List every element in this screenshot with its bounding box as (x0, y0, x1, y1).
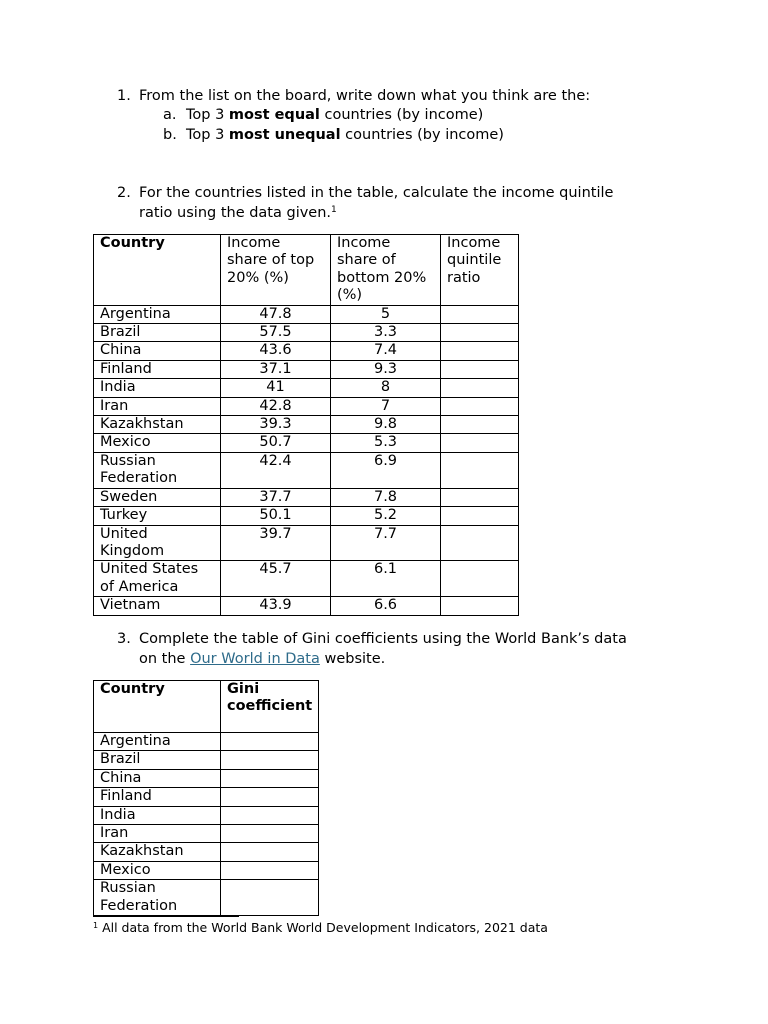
question-number: 2. (117, 185, 131, 201)
country-cell: Iran (94, 397, 221, 415)
country-cell: Mexico (94, 861, 221, 879)
country-cell: Brazil (94, 751, 221, 769)
country-cell: Iran (94, 825, 221, 843)
top-20-cell: 45.7 (221, 561, 331, 597)
question-number: 3. (117, 631, 131, 647)
top-20-cell: 37.1 (221, 360, 331, 378)
header-bottom-20: Income share of bottom 20% (%) (331, 235, 441, 306)
country-cell: Russian Federation (94, 452, 221, 488)
country-cell: Mexico (94, 434, 221, 452)
table-row (94, 733, 319, 751)
ratio-cell[interactable] (441, 324, 519, 342)
question-text: Complete the table of Gini coefficients using the World Bank’s data (139, 631, 627, 647)
emphasis: most unequal (228, 127, 341, 143)
table-row (94, 397, 519, 415)
top-20-cell: 37.7 (221, 488, 331, 506)
bottom-20-cell: 3.3 (331, 324, 441, 342)
question-text: From the list on the board, write down what you think are the: (139, 88, 591, 104)
gini-cell[interactable] (221, 825, 319, 843)
ratio-cell[interactable] (441, 488, 519, 506)
bottom-20-cell: 7 (331, 397, 441, 415)
bottom-20-cell: 9.8 (331, 416, 441, 434)
gini-cell[interactable] (221, 880, 319, 916)
gini-cell[interactable] (221, 733, 319, 751)
table-row (94, 825, 319, 843)
table-row (94, 379, 519, 397)
table-row (94, 843, 319, 861)
bottom-20-cell: 5.2 (331, 507, 441, 525)
country-cell: India (94, 806, 221, 824)
top-20-cell: 50.7 (221, 434, 331, 452)
ratio-cell[interactable] (441, 342, 519, 360)
footnote-mark: 1 (331, 204, 337, 215)
sub-letter: a. (163, 107, 177, 123)
bottom-20-cell: 6.1 (331, 561, 441, 597)
header-ratio: Income quintile ratio (441, 235, 519, 306)
sub-letter: b. (163, 127, 177, 143)
question-number: 1. (117, 88, 131, 104)
top-20-cell: 42.8 (221, 397, 331, 415)
table-row (94, 880, 319, 916)
country-cell: Brazil (94, 324, 221, 342)
table-row (94, 788, 319, 806)
bottom-20-cell: 7.4 (331, 342, 441, 360)
top-20-cell: 42.4 (221, 452, 331, 488)
top-20-cell: 41 (221, 379, 331, 397)
question-1 (117, 87, 590, 107)
country-cell: Russian Federation (94, 880, 221, 916)
question-1b: b. Top 3 most unequal countries (by income) (163, 126, 504, 146)
ratio-cell[interactable] (441, 360, 519, 378)
bottom-20-cell: 7.8 (331, 488, 441, 506)
gini-cell[interactable] (221, 788, 319, 806)
gini-cell[interactable] (221, 769, 319, 787)
table-row (94, 452, 519, 488)
gini-cell[interactable] (221, 843, 319, 861)
top-20-cell: 57.5 (221, 324, 331, 342)
gini-table (93, 680, 319, 916)
table-row (94, 751, 319, 769)
country-cell: Turkey (94, 507, 221, 525)
question-3: 3. Complete the table of Gini coefficients using the World Bank’s data on the Our World in Data website. (117, 631, 627, 667)
bottom-20-cell: 6.9 (331, 452, 441, 488)
country-cell: Argentina (94, 305, 221, 323)
country-cell: Vietnam (94, 597, 221, 615)
ratio-cell[interactable] (441, 507, 519, 525)
table-row (94, 769, 319, 787)
table-row (94, 360, 519, 378)
question-2 (117, 184, 613, 223)
gini-table-body (94, 733, 319, 916)
table-row (94, 305, 519, 323)
top-20-cell: 47.8 (221, 305, 331, 323)
ratio-cell[interactable] (441, 416, 519, 434)
top-20-cell: 43.9 (221, 597, 331, 615)
ratio-cell[interactable] (441, 597, 519, 615)
question-text: For the countries listed in the table, calculate the income quintile (139, 185, 614, 201)
bottom-20-cell: 5.3 (331, 434, 441, 452)
ratio-cell[interactable] (441, 305, 519, 323)
table-row (94, 324, 519, 342)
country-cell: Sweden (94, 488, 221, 506)
ratio-cell[interactable] (441, 397, 519, 415)
gini-cell[interactable] (221, 806, 319, 824)
country-cell: Kazakhstan (94, 843, 221, 861)
table-row (94, 597, 519, 615)
header-country: Country (94, 681, 221, 733)
top-20-cell: 50.1 (221, 507, 331, 525)
ratio-cell[interactable] (441, 525, 519, 561)
bottom-20-cell: 7.7 (331, 525, 441, 561)
our-world-in-data-link[interactable]: Our World in Data (190, 650, 320, 667)
footnote-text: All data from the World Bank World Development Indicators, 2021 data (98, 920, 548, 935)
bottom-20-cell: 5 (331, 305, 441, 323)
top-20-cell: 39.3 (221, 416, 331, 434)
table-row (94, 507, 519, 525)
emphasis: most equal (228, 107, 320, 123)
bottom-20-cell: 9.3 (331, 360, 441, 378)
ratio-cell[interactable] (441, 434, 519, 452)
bottom-20-cell: 6.6 (331, 597, 441, 615)
question-text: ratio using the data given. (139, 204, 332, 221)
footnote-separator (93, 916, 239, 917)
header-gini: Gini coefficient (221, 681, 319, 733)
country-cell: Kazakhstan (94, 416, 221, 434)
top-20-cell: 43.6 (221, 342, 331, 360)
ratio-cell[interactable] (441, 452, 519, 488)
ratio-cell[interactable] (441, 379, 519, 397)
table-row (94, 434, 519, 452)
ratio-cell[interactable] (441, 561, 519, 597)
country-cell: India (94, 379, 221, 397)
table-row (94, 342, 519, 360)
country-cell: Finland (94, 360, 221, 378)
table-row (94, 488, 519, 506)
country-cell: China (94, 342, 221, 360)
question-1a: a. Top 3 most equal countries (by income) (163, 106, 483, 126)
income-share-table (93, 234, 519, 616)
table-row (94, 861, 319, 879)
top-20-cell: 39.7 (221, 525, 331, 561)
table-row (94, 416, 519, 434)
footnote-mark: 1 (93, 921, 99, 930)
gini-cell[interactable] (221, 751, 319, 769)
table-row (94, 561, 519, 597)
header-top-20: Income share of top 20% (%) (221, 235, 331, 306)
income-table-body (94, 305, 519, 615)
country-cell: United States of America (94, 561, 221, 597)
gini-cell[interactable] (221, 861, 319, 879)
table-row (94, 806, 319, 824)
table-row (94, 525, 519, 561)
country-cell: Argentina (94, 733, 221, 751)
footnote (93, 920, 548, 936)
country-cell: United Kingdom (94, 525, 221, 561)
bottom-20-cell: 8 (331, 379, 441, 397)
country-cell: Finland (94, 788, 221, 806)
country-cell: China (94, 769, 221, 787)
header-country: Country (94, 235, 221, 306)
